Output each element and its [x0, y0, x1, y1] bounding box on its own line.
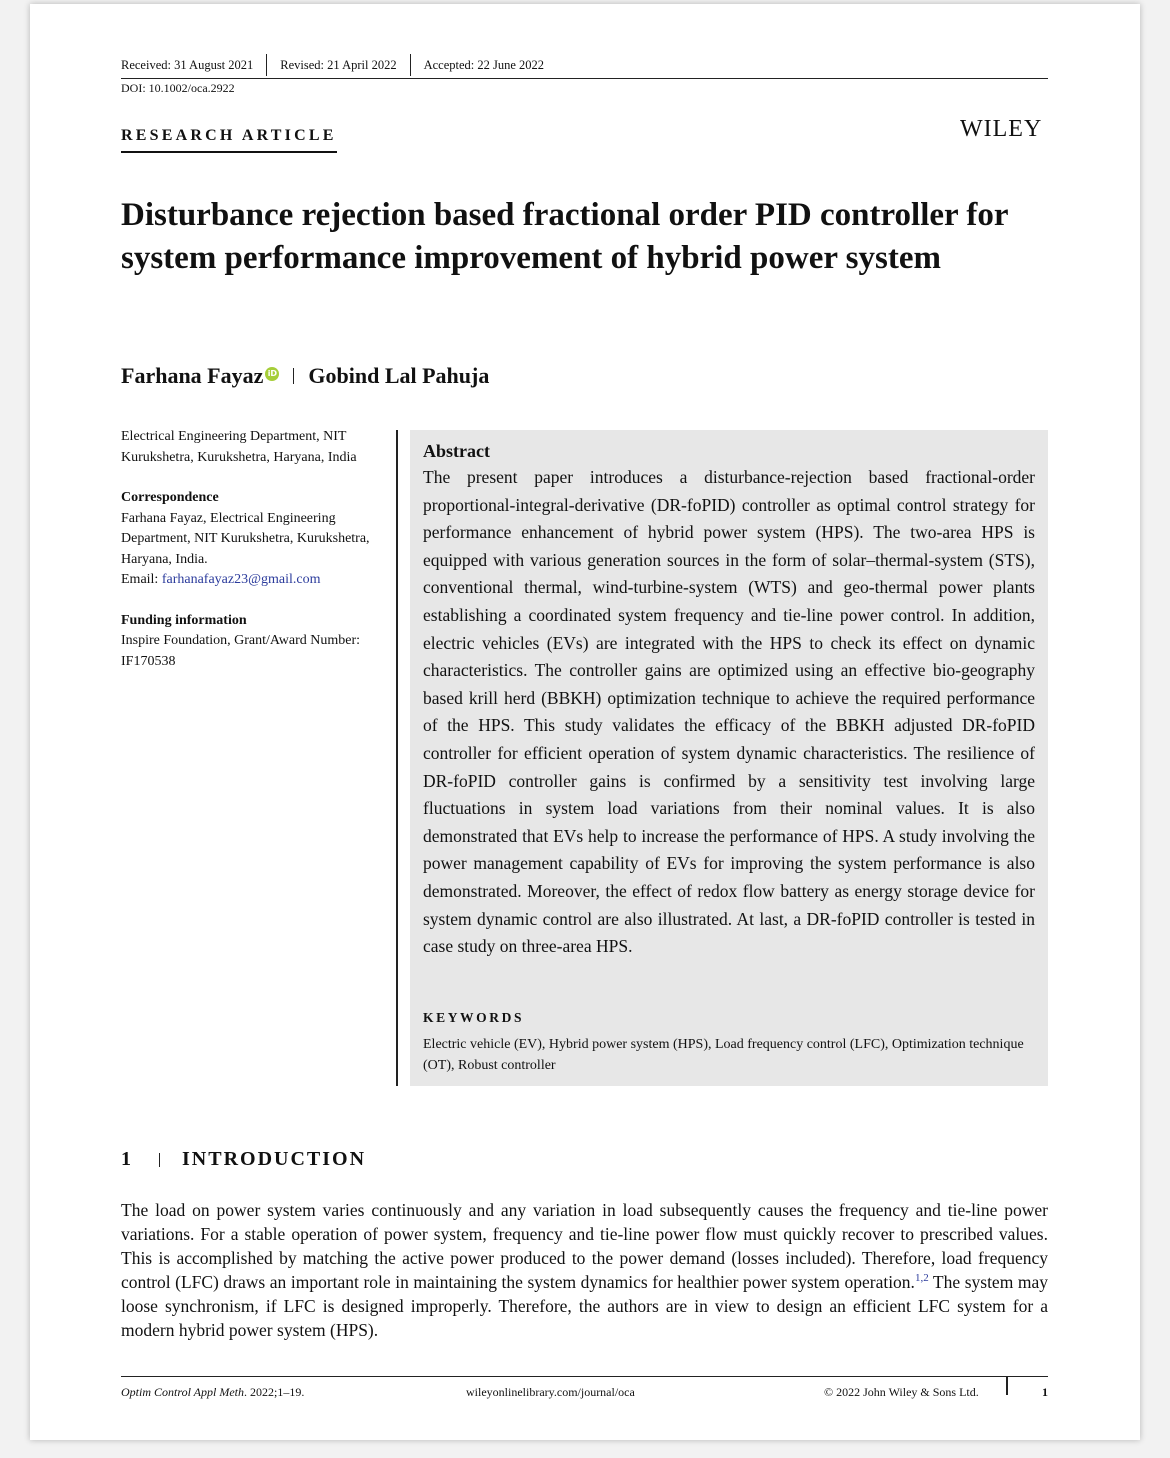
journal-url[interactable]: wileyonlinelibrary.com/journal/oca [466, 1385, 635, 1399]
author-list [121, 363, 489, 389]
copyright: © 2022 John Wiley & Sons Ltd. [824, 1385, 979, 1399]
journal-citation [121, 1385, 304, 1400]
email-link[interactable]: farhanafayaz23@gmail.com [161, 572, 321, 587]
introduction-paragraph [121, 1198, 1048, 1342]
column-divider [396, 430, 398, 1086]
author-name[interactable]: Gobind Lal Pahuja [308, 363, 490, 388]
page-number: 1 [1042, 1385, 1048, 1399]
intro-text-continued: The system may loose synchronism, if LFC is designed improperly. Therefore, the authors are in view to design an efficient LFC system for a modern hybrid power system (HPS). [121, 1272, 1048, 1340]
abstract-text: The present paper introduces a disturbance-rejection based fractional-order proportional-integral-derivative (DR-foPID) controller as optimal control strategy for performance enhancement of hybrid power system (HPS). The two-area HPS is equipped with various generation sources in the form of solar–thermal-system (STS), conventional thermal, wind-turbine-system (WTS) and geo-thermal power plants establishing a coordinated system frequency and tie-line power control. In addition, electric vehicles (EVs) are integrated with the HPS to check its effect on dynamic characteristics. The controller gains are optimized using an effective bio-geography based krill herd (BBKH) optimization technique to achieve the required performance of the HPS. This study validates the efficacy of the BBKH adjusted DR-foPID controller for efficient operation of system dynamic characteristics. The resilience of DR-foPID controller gains is confirmed by a sensitivity test involving large fluctuations in system load variations from their nominal values. It is also demonstrated that EVs help to increase the performance of HPS. A study involving the power management capability of EVs for improving the system performance is also demonstrated. Moreover, the effect of redox flow battery as energy storage device for system dynamic control are also illustrated. At last, a DR-foPID controller is tested in case study on three-area HPS. [423, 467, 1035, 957]
abstract-box [410, 430, 1048, 1086]
abstract-heading: Abstract [423, 441, 490, 461]
paper-title: Disturbance rejection based fractional order PID controller for system performance improvement of hybrid power system [121, 197, 1008, 276]
funding-text: Inspire Foundation, Grant/Award Number: IF170538 [121, 633, 360, 669]
revised-date: Revised: 21 April 2022 [266, 54, 409, 76]
keywords-text: Electric vehicle (EV), Hybrid power system (HPS), Load frequency control (LFC), Optimization technique (OT), Robust controller [423, 1037, 1024, 1073]
intro-text: The load on power system varies continuously and any variation in load subsequently causes the frequency and tie-line power variations. For a stable operation of power system, frequency and tie-line power flow must quickly recover to prescribed values. This is accomplished by matching the active power produced to the power demand (losses included). Therefore, load frequency control (LFC) draws an important role in maintaining the system dynamics for healthier power system operation. [121, 1200, 1048, 1292]
paper-page [30, 4, 1140, 1440]
author-divider [293, 368, 294, 384]
journal-year-pages: . 2022;1–19. [244, 1385, 305, 1399]
section-title: INTRODUCTION [182, 1148, 367, 1170]
article-type: RESEARCH ARTICLE [121, 127, 337, 153]
citation-link[interactable]: 1,2 [914, 1272, 929, 1285]
section-divider [159, 1153, 160, 1167]
publisher-logo: WILEY [960, 116, 1043, 142]
section-heading [121, 1148, 366, 1171]
keywords-heading: KEYWORDS [423, 1010, 525, 1025]
article-sidebar [121, 427, 391, 672]
accepted-date: Accepted: 22 June 2022 [410, 54, 557, 76]
affiliation: Electrical Engineering Department, NIT Kurukshetra, Kurukshetra, Haryana, India [121, 429, 357, 465]
doi: DOI: 10.1002/oca.2922 [121, 81, 235, 95]
article-dates [121, 52, 1048, 79]
author-name[interactable]: Farhana Fayaz [121, 363, 264, 388]
orcid-icon[interactable]: iD [265, 367, 279, 381]
email-label: Email: [121, 572, 162, 587]
journal-name: Optim Control Appl Meth [121, 1385, 244, 1399]
page-footer [121, 1376, 1048, 1399]
section-number: 1 [121, 1148, 133, 1170]
correspondence-heading: Correspondence [121, 490, 219, 505]
funding-heading: Funding information [121, 612, 247, 628]
correspondence-text: Farhana Fayaz, Electrical Engineering Department, NIT Kurukshetra, Kurukshetra, Haryana, India. [121, 510, 370, 567]
received-date: Received: 31 August 2021 [121, 58, 254, 72]
email-line [121, 570, 391, 591]
footer-divider [1006, 1377, 1008, 1395]
